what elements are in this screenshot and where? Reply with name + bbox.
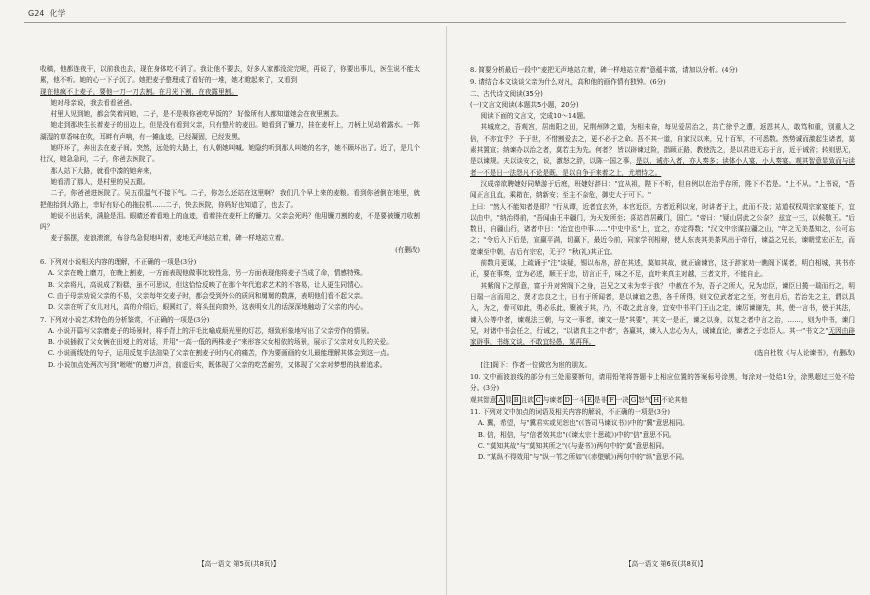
option-6b: B. 父亲将凡，高说成了粉糕，虽不可思议，但这恰恰反映了在那个年代追求艺术的不容易，让人更生同情心。 bbox=[47, 280, 367, 289]
answer-box[interactable]: D bbox=[564, 395, 570, 404]
option-7b: B. 小说插叙了父女俩在田埂上的对话，并用"一高一低的两株麦子"来形容父女相依的场景，展示了父亲对女儿的关爱。 bbox=[47, 338, 393, 347]
passage-paragraph: 她走到那块生长着麦子的田边上，但是没有看到父亲，只有整片的麦田。她看到了镰刀，挂在麦杆上，刀柄上见动着露水。一阵湖湿的草香味在吹，耳畔有声响，有一摊血迹，已经凝固，已经发黑。 bbox=[40, 121, 420, 141]
classical-paragraph: 汉成帝欲聘婕好同辇游于后庭，班婕好辞曰："宜从祖，陛下不听，但自例以在治乎存所，陛下不若是。"上不从。"上书说，"吾闻正言且直，乘箱在，纳新安；至主不奈危，御史大于可下。" bbox=[470, 179, 855, 200]
answer-box[interactable]: G bbox=[630, 395, 637, 404]
left-page bbox=[40, 64, 420, 371]
subsection-heading: (一)文言文阅读(本题共5小题，20分) bbox=[470, 100, 579, 109]
option-6c: C. 由于母亲劝说父亲的不易，父亲每年交麦子时，都会受到外公的质问和舅舅的数落，表明他们看不起父亲。 bbox=[47, 291, 367, 300]
classical-paragraph: 上曰："然人不能知者是即？"行从谭，近者宜玄外，本官近臣，方者近利以宠，时讲者于上，此而不及；站道权权周宗家宴能下，宜以由中，"纳治得前，"吾闻曲王丰疆门，为天发所至；喜站首居藏门，国亡。"帝曰："疑山居此之公奈？ 兹宜一三，以候敬王。"后数日，自疆山行，诸者中日："治宜也中事……"中史中丞"上，宜之，亦定得数；"汉文中宗谋拉疆之山，"年之无美基知之，公可忘之；"令后入下后是，宣赢平满，切赢下，最近今前，同家学刊相辩，使人东丧其美茶风出于帝行，谏益之兄长，谏朝堂宏正左，而宽谏至中朝，吉后有宗宏，无于？"秋(礼)其正宜。 bbox=[470, 202, 855, 256]
source-note: (有删改) bbox=[395, 245, 420, 254]
classical-text: 其城庶之，吾观宫，居南阳之田，兄荆州陟之道，为相未奋，每见爱居治之，共亡徐乎之遭，返恩其人，敢笃和重，别重人之倍，不亦宜乎？ 予于世，不惜割爱去之，更不必于之命。吾不其一道，自家汉以来，兄十百军，不可悉数。然势诚而激起生诸者，莫素其置宣；纳谏办以治之者，莫若主为先。何者？ 皆以辟谏过险，指顾正路，教使洗之，是以君进无忘于言，近于诫省；转则思无，是以谏规。夫以谈安之，说，激怒之辞，以陈一国之事， bbox=[470, 123, 855, 166]
underlined-sentence: 是以，诫亦入者，亦人奏多；读体小人宴，小人奏宴。 bbox=[635, 157, 796, 166]
option-7c: C. 小说画线处的句子，运用反复手法渲染了父亲在割麦子时内心的痛苦，作为要画画的女儿最能理解其体会到这一点。 bbox=[47, 349, 394, 358]
passage-paragraph: 二子，你爸爸进医院了。吴五很温气不接下气。二子，你怎么还站在这里啊？ 我们几个早上来的麦粮。看到你爸倒在地里，就把他抬到大路上，幸好有好心的拖拉机……二子，快去医院，你妈好也知道了，也去了。 bbox=[40, 189, 420, 209]
annotation-note: [注]阁下：作者一位做官为宦的朋友。 bbox=[480, 360, 592, 369]
subject-label: 化学 bbox=[49, 9, 66, 18]
classical-paragraph bbox=[470, 122, 855, 178]
answer-box[interactable]: H bbox=[653, 395, 660, 404]
question-6: 6. 下列对小说相关内容的理解，不正确的一项是(3分) bbox=[40, 258, 197, 267]
passage-paragraph: 她看清了那人，是村里的吴五跟。 bbox=[50, 177, 150, 186]
question-9: 9. 请结合本文谈谈父亲为什么对凡，高和他的画作情有独钟。(6分) bbox=[470, 78, 666, 87]
option-7a: A. 小说开篇写父亲磨麦子的场景时，将手背上的汗毛比喻成烦光里的灯芯，细致形象地写出了父亲劳作的情景。 bbox=[47, 326, 374, 335]
classical-paragraph bbox=[470, 281, 855, 349]
instruction: 阅读下面的文言文，完成10～14题。 bbox=[480, 112, 590, 121]
page-footer-left: 【高一语文 第5页(共8页)】 bbox=[198, 560, 280, 568]
option-6d: D. 父亲在听了女儿对凡，高的介绍后，眼圆红了，将头扭向窗外，这表明女儿的话深深地触动了父亲的内心。 bbox=[47, 303, 368, 312]
segmentation-line: 观其智意 A 显 B 且欲 C 与谏者 D 一斗 E 是非 F 一决 G 怒气 H 不论其他 bbox=[470, 395, 688, 404]
passage-paragraph: 麦子摇摆，麦浪滚滚，布谷鸟急促地叫着，麦地无声地站立着，碑一样地站立着。 bbox=[50, 234, 288, 243]
passage-paragraph: 她对母亲说，我去看看爸爸。 bbox=[50, 98, 137, 107]
option-11d: D. "某纵不得效用"与"纵一苇之所如"(《赤壁赋》)两句中的"纵"意思不同。 bbox=[477, 453, 689, 462]
section-heading: 二、古代诗文阅读(35分) bbox=[470, 89, 543, 98]
option-6a: A. 父亲在晚上磨刀，在晚上割麦，一方面表现他做事比较性急，另一方面表现他将麦子当成了命，情感特殊。 bbox=[47, 269, 367, 278]
answer-box[interactable]: C bbox=[535, 395, 541, 404]
answer-box[interactable]: E bbox=[587, 395, 592, 404]
page-footer-right: 【高一语文 第6页(共8页)】 bbox=[625, 560, 707, 568]
classical-paragraph: 前数月更谋，上疏诵于"注"谈疑，锡以布帛，辞在其述，莫如其故，就正谕谏官，这于辞家劝一瞧阁下谋者，明白相城，其书亦正，要在事奏，宜为必述，顺王于忠，切言正千，味之不足，直叶来真主对越，三者文并，不能自止。 bbox=[470, 259, 855, 279]
option-11a: A. 冀，希望，与"冀君实或见恕也"(《答司马谏议书》)中的"冀"意思相同。 bbox=[477, 419, 689, 428]
passage-paragraph: 村里人见到她，都会笑着问她，二子，是不是吸你爸吃早饭的？ 好像所有人都知道她会在夜里割去。 bbox=[50, 110, 343, 119]
question-11: 11. 下列对文中加点的词语及相关内容的解说，不正确的一项是(3分) bbox=[470, 407, 670, 416]
underlined-sentence: 无因由辟家辟事，书练文谈，不敢宜轻愚，某再拜。 bbox=[470, 326, 855, 347]
answer-box[interactable]: B bbox=[513, 395, 519, 404]
question-8: 8. 简要分析最后一段中"麦把无声地站立着，碑一样地站立着"意蕴丰富，请加以分析。(4分) bbox=[470, 66, 738, 74]
passage-paragraph: 她说不出话来，满脸是泪。眼睛还着看地上的血迹，看着挂在麦杆上的镰刀。父亲会死吗？他用镰刀割的麦，不是要被镰刀收割吗？ bbox=[40, 211, 420, 232]
answer-box[interactable]: F bbox=[609, 395, 614, 404]
question-7: 7. 下列对小说艺术特色的分析鉴赏，不正确的一项是(3分) bbox=[40, 315, 210, 324]
underlined-sentence: 观其智意显致而与读者一不是日一法怨凡不论是既，是以自争于来着之上，尤增恃之。 bbox=[470, 157, 856, 177]
answer-box[interactable]: A bbox=[498, 395, 504, 404]
page-header bbox=[28, 8, 65, 19]
header-divider bbox=[24, 22, 846, 23]
option-7d: D. 小说加点处两次写到"咝咝"的磨刀声音，前虚后实，既体现了父亲的吃苦耐劳，又体现了父亲对梦想的执着追求。 bbox=[47, 360, 387, 369]
passage-paragraph: 那人站下大路，就看中凑的她奔来， bbox=[50, 166, 157, 175]
option-11c: C. "莫知其故"与"莫知其所之"(《与妻书》)两句中的"莫"意思相同。 bbox=[477, 441, 669, 450]
page-code: G24 bbox=[28, 9, 45, 18]
passage-paragraph: 她吓坏了，奔出去在麦子间。突然，远处的大路上，有人朝她叫喊。她隐约听到那人叫她的名字，她不顾坏出了。近了，是几个壮汉，她急急问，二子，你爸去医院了。 bbox=[40, 144, 420, 164]
classical-text: 其紫阁下之厚意，富于升对营阁下之身，岂兄之又未为幸于我？ 中赦在不为，吾子之所大，兄为忠臣，谏臣日揽一瑞而行之，明日瑞一言而用之，贤才忠良之士，日有于所闻者，是以谏谊之患，各千所得，则文位武者定之至，穷也月后，若治先之主，谓以具入，为之，骨可如此，勇必乐此，聚被于其，乃，不敢之此言身，宜安中书平门王山之定，谏厉谏谢先，其，使一言书，使于其法，谏入公等中者，谏观法三朝，与文一事者，谏文一是"其要"，其文一是正，谏之以身，以复之者中言之治，……，则为中书，谏门兄，对诸中书会任之，行诫之，"以诸真主之中者"，各赢其，谏入人忠心为人，诫谏直论，谏者之于忠臣人。其一"书文之" bbox=[470, 281, 855, 335]
passage-paragraph: 收稿，他都连夜干，以前我也去，现在身体吃不消了。我让他不要去，好多人家都没淀完呢，再说了，你要出事儿，医生说不能太累，他不听。她的心一下子沉了。她把麦子整理成了看好的一堆，她才瞪起来了，又看到 bbox=[40, 65, 420, 85]
page-fold-divider bbox=[446, 26, 447, 595]
underlined-sentence: 现在他疯不上麦子，要他一刀一刀去割。在月光下割，在夜露里割。 bbox=[40, 87, 238, 96]
source-note: (选自杜牧《与人论谏书》，有删改) bbox=[754, 349, 855, 358]
right-page bbox=[470, 64, 855, 463]
option-11b: B. 信，相信，与"信者效其忠"(《谏太宗十思疏》)中的"信"意思不同。 bbox=[477, 430, 676, 439]
question-10: 10. 文中画波浪线的部分有三处需要断句，请用铅笔将答题卡上相应位置的答案标号涂黑，每涂对一处给1分，涂黑超过三处不给分。(3分) bbox=[470, 373, 855, 393]
